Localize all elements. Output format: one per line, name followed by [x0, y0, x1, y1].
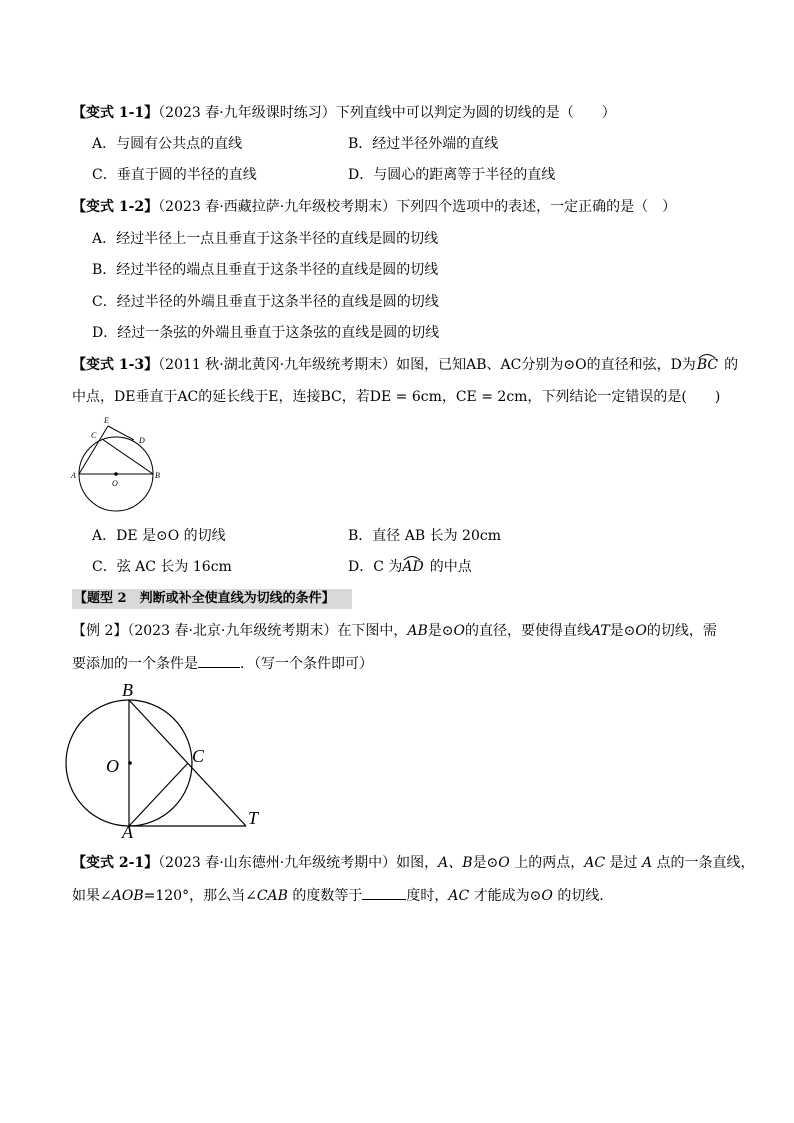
center-dot: [114, 472, 118, 476]
label-c: C: [192, 746, 205, 766]
segment-ac: [129, 763, 188, 826]
option-text: 的中点: [429, 559, 472, 575]
question-1-1: [72, 103, 616, 123]
label-b: B: [122, 680, 133, 700]
circle-figure-1-3: [70, 412, 170, 512]
q1-2-option-d: D．经过一条弦的外端且垂直于这条弦的直线是圆的切线: [92, 325, 440, 341]
label-c: C: [91, 431, 97, 440]
label-o: O: [112, 479, 118, 488]
question-1-2: [72, 197, 676, 217]
label-o: O: [106, 756, 119, 776]
q1-3-option-b: B．直径 AB 长为 20cm: [348, 528, 501, 544]
q1-2-option-b: B．经过半径的端点且垂直于这条半径的直线是圆的切线: [92, 262, 439, 278]
topic-2-heading: 【题型 2 判断或补全使直线为切线的条件】: [72, 589, 352, 609]
option-text: D．C 为: [348, 559, 403, 575]
question-tag: 【例 2】: [72, 623, 128, 639]
label-e: E: [104, 416, 109, 425]
q1-3-option-d: [348, 557, 472, 577]
question-stem-part: （2011 秋·湖北黄冈·九年级统考期末）如图，已知AB、AC分别为⊙O的直径和弦，D为: [158, 357, 696, 373]
label-a: A: [122, 822, 133, 840]
example-2-line-2: 要添加的一个条件是 ．（写一个条件即可）: [72, 653, 373, 674]
question-stem-part: 的: [724, 357, 739, 373]
arc-label: AD: [402, 557, 423, 577]
question-tag: 【变式 1-3】: [72, 357, 159, 373]
circle-figure-example-2: [64, 680, 274, 840]
label-d: D: [139, 436, 145, 445]
arc-label: BC: [697, 355, 718, 375]
q1-1-option-c: C．垂直于圆的半径的直线: [92, 167, 257, 183]
question-2-1-line-1: 【变式 2-1】（2023 春·山东德州·九年级统考期中）如图，A、B是⊙O 上的两点，AC 是过 A 点的一条直线，: [72, 855, 755, 871]
question-1-3-line-1: [72, 355, 738, 375]
answer-blank[interactable]: [362, 885, 406, 900]
question-tag: 【变式 1-1】: [72, 105, 159, 121]
label-t: T: [248, 808, 259, 828]
q1-2-option-c: C．经过半径的外端且垂直于这条半径的直线是圆的切线: [92, 294, 439, 310]
example-2-line-1: 【例 2】（2023 春·北京·九年级统考期末）在下图中，AB是⊙O的直径，要使得直线AT是⊙O的切线，需: [72, 623, 717, 639]
question-1-3-line-2: 中点，DE垂直于AC的延长线于E，连接BC，若DE = 6cm，CE = 2cm，下列结论一定错误的是( ): [72, 389, 721, 405]
segment-ed: [108, 426, 134, 440]
question-stem: （2023 春·西藏拉萨·九年级校考期末）下列四个选项中的表述，一定正确的是（ ）: [158, 199, 677, 215]
question-tag: 【变式 1-2】: [72, 199, 159, 215]
arc-mark: [698, 353, 716, 359]
arc-mark: [403, 555, 421, 561]
q1-1-option-a: A．与圆有公共点的直线: [92, 136, 243, 152]
answer-blank[interactable]: [198, 653, 240, 668]
label-a: A: [71, 471, 76, 480]
q1-1-option-d: D．与圆心的距离等于半径的直线: [348, 167, 556, 183]
q1-3-option-c: C．弦 AC 长为 16cm: [92, 559, 232, 575]
label-b: B: [155, 471, 160, 480]
q1-3-option-a: A．DE 是⊙O 的切线: [92, 528, 226, 544]
question-stem: （2023 春·九年级课时练习）下列直线中可以判定为圆的切线的是（ ）: [158, 105, 616, 121]
segment-cb: [102, 439, 153, 474]
q1-1-option-b: B．经过半径外端的直线: [348, 136, 499, 152]
question-2-1-line-2: 如果∠AOB=120°，那么当∠CAB 的度数等于 度时，AC 才能成为⊙O 的切线．: [72, 885, 613, 906]
q1-2-option-a: A．经过半径上一点且垂直于这条半径的直线是圆的切线: [92, 231, 439, 247]
question-tag: 【变式 2-1】: [72, 855, 159, 871]
center-dot: [128, 761, 132, 765]
